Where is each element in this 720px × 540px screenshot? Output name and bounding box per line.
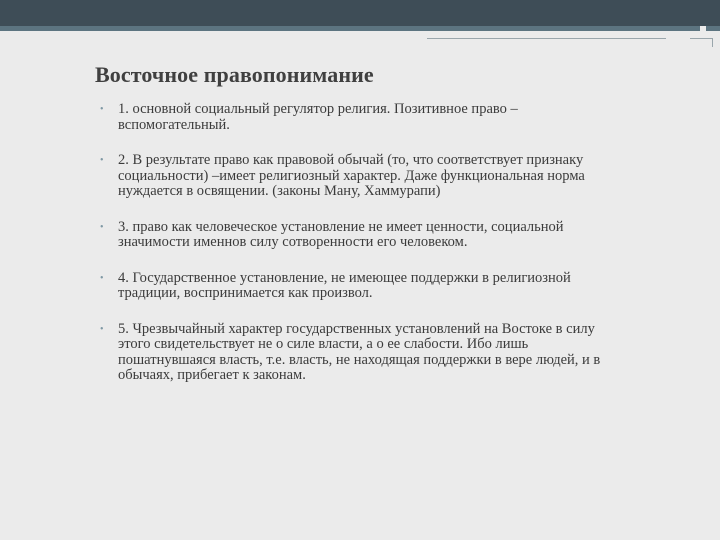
bullet-text: 1. основной социальный регулятор религия. Позитивное право – вспомогательный. xyxy=(118,101,518,133)
accent-stripe-end xyxy=(706,26,720,31)
bullet-text: 5. Чрезвычайный характер государственных установлений на Востоке в силу этого свидетельствует не о силе власти, а о ее слабости. Ибо лишь пошатнувшаяся власть, т.е. власть, не находящая поддержки в вере людей, и в обычаях, прибегает к законам. xyxy=(118,320,601,383)
bullet-item-2 xyxy=(100,153,610,200)
slide-title: Восточное правопонимание xyxy=(95,62,374,87)
bullet-item-4 xyxy=(100,271,610,302)
accent-stripe xyxy=(0,26,700,31)
bullet-item-1 xyxy=(100,102,610,133)
bullet-text: 3. право как человеческое установление не имеет ценности, социальной значимости именнов силу сотворенности его человеком. xyxy=(118,218,564,250)
bullet-text: 4. Государственное установление, не имеющее поддержки в религиозной традиции, воспринимается как произвол. xyxy=(118,269,571,301)
bullet-item-3 xyxy=(100,220,610,251)
bullet-point-icon: • xyxy=(100,155,104,166)
bullet-point-icon: • xyxy=(100,221,104,233)
bullet-point-icon: • xyxy=(100,323,104,335)
bullet-item-5 xyxy=(100,322,610,384)
bullet-text: 2. В результате право как правовой обычай (то, что соответствует признаку социальности) –имеет религиозный характер. Даже функциональная норма нуждается в освящении. (законы Ману, Хаммурапи) xyxy=(118,152,585,199)
bullet-point-icon: • xyxy=(100,104,104,115)
top-banner xyxy=(0,0,720,26)
decorative-rule xyxy=(427,38,666,39)
bullet-point-icon: • xyxy=(100,272,104,284)
decorative-corner xyxy=(690,38,713,47)
bullet-list xyxy=(100,102,610,404)
